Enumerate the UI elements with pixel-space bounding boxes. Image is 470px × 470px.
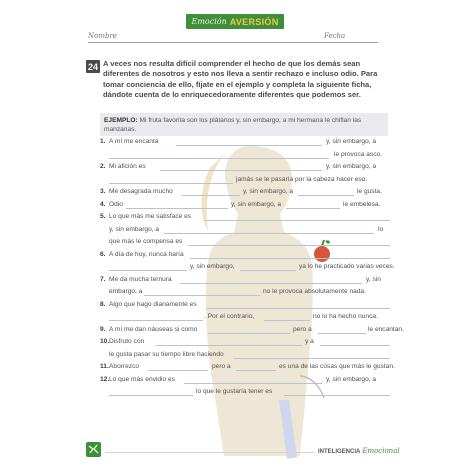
- item-text: y, sin embargo, a: [243, 188, 294, 195]
- item-line: [100, 299, 390, 312]
- item-number: 1.: [100, 138, 106, 145]
- name-line: [88, 42, 378, 43]
- item-line: [100, 249, 390, 262]
- footer-book-label: [318, 447, 400, 455]
- item-line: [100, 386, 390, 399]
- item-line: [100, 236, 390, 249]
- footer-label-em: Emocional: [362, 447, 400, 455]
- item-text: le embelesa.: [343, 200, 381, 208]
- item-line: [100, 211, 390, 224]
- answer-blank[interactable]: [109, 320, 203, 321]
- item-text: y, sin embargo, a: [231, 200, 282, 208]
- item-number: 10.: [100, 338, 110, 345]
- item-text: Me desagrada mucho: [109, 188, 173, 195]
- item-text: jamás se le pasaría por la cabeza hacer eso.: [236, 175, 368, 183]
- item-line: [100, 136, 390, 149]
- exercise-item: [100, 249, 395, 274]
- item-text: Mi afición es: [109, 163, 146, 170]
- footer-logo-icon: [86, 442, 101, 457]
- answer-blank[interactable]: [176, 145, 322, 146]
- item-text: ya lo he practicado varias veces.: [299, 263, 395, 270]
- exercise-item: [100, 361, 395, 374]
- answer-blank[interactable]: [240, 270, 296, 271]
- item-number: 7.: [100, 275, 106, 283]
- item-line: [100, 374, 390, 387]
- item-text: A mí me dan náuseas si como: [109, 325, 198, 333]
- item-line: [100, 224, 390, 237]
- item-text: A día de hoy, nunca haría: [109, 250, 184, 258]
- answer-blank[interactable]: [156, 345, 302, 346]
- answer-blank[interactable]: [204, 220, 390, 221]
- item-text: y a: [305, 338, 314, 345]
- item-number: 12.: [100, 375, 110, 383]
- item-text: y, sin embargo,: [190, 263, 235, 270]
- item-text: no lo ha hecho nunca.: [313, 313, 378, 320]
- answer-blank[interactable]: [109, 270, 187, 271]
- item-line: [100, 149, 390, 162]
- answer-blank[interactable]: [126, 208, 228, 209]
- exercise-instructions: A veces nos resulta difícil comprender el hecho de que los demás sean diferentes de nosotros y esto nos lleva a sentir rechazo e incluso odio. Para tomar conciencia de ello, fíjate en el ejemplo y completa la siguiente ficha, dándote cuenta de lo enriquecedoramente diferentes que podemos ser.: [103, 59, 378, 100]
- item-text: y, sin: [366, 275, 381, 283]
- name-date-field[interactable]: [88, 32, 378, 44]
- item-text: pero a: [212, 363, 231, 370]
- example-sentence: Mi fruta favorita son los plátanos y, sin embargo, a mi hermana le chiflan las manzanas.: [104, 117, 362, 133]
- answer-blank[interactable]: [318, 333, 366, 334]
- item-text: Me da mucha ternura: [109, 275, 172, 283]
- answer-blank[interactable]: [320, 345, 390, 346]
- answer-blank[interactable]: [182, 195, 240, 196]
- banner-label: Emoción: [191, 17, 227, 26]
- exercise-item: [100, 299, 390, 324]
- item-text: Lo que más me satisface es: [109, 213, 192, 220]
- exercise-item: [100, 274, 390, 299]
- item-line: [100, 324, 404, 337]
- item-text: pero a: [293, 325, 312, 333]
- item-text: y, sin embargo, a: [326, 163, 377, 170]
- item-number: 9.: [100, 325, 106, 333]
- item-text: Lo que más envidio es: [109, 375, 175, 383]
- footer-label-main: INTELIGENCIA: [318, 449, 361, 455]
- answer-blank[interactable]: [184, 383, 322, 384]
- answer-blank[interactable]: [264, 320, 310, 321]
- item-number: 6.: [100, 250, 106, 258]
- exercise-item: [100, 374, 390, 399]
- item-line: [100, 261, 395, 274]
- item-number: 8.: [100, 300, 106, 308]
- item-line: [100, 286, 390, 299]
- example-text: [104, 116, 384, 134]
- date-label: Fecha: [324, 32, 346, 40]
- answer-blank[interactable]: [284, 395, 390, 396]
- answer-blank[interactable]: [109, 395, 193, 396]
- exercise-item: [100, 186, 390, 199]
- exercise-items: [100, 136, 404, 399]
- example-box: [100, 113, 388, 136]
- item-text: le provoca asco.: [334, 150, 383, 158]
- item-text: lo: [378, 225, 384, 233]
- item-text: le encantan.: [368, 325, 404, 333]
- answer-blank[interactable]: [190, 258, 390, 259]
- item-number: 3.: [100, 188, 106, 195]
- item-text: no le provoca absolutamente nada.: [263, 288, 367, 295]
- answer-blank[interactable]: [236, 370, 276, 371]
- item-line: [100, 174, 390, 187]
- item-text: y, sin embargo, a: [326, 138, 377, 145]
- exercise-item: [100, 136, 390, 161]
- footer-divider: [105, 452, 315, 453]
- item-text: lo que le gustaría tener es: [196, 388, 273, 395]
- exercise-item: [100, 336, 390, 361]
- item-number: 2.: [100, 163, 106, 170]
- item-number: 5.: [100, 213, 106, 220]
- item-text: . Por el contrario,: [204, 313, 255, 320]
- answer-blank[interactable]: [234, 358, 390, 359]
- item-text: le gusta.: [357, 188, 382, 195]
- item-line: [100, 349, 390, 362]
- item-text: le gusta pasar su tiempo libre haciendo: [109, 350, 224, 358]
- item-text: Algo que hago diariamente es: [109, 300, 197, 308]
- answer-blank[interactable]: [206, 308, 390, 309]
- item-line: [100, 274, 390, 287]
- exercise-item: [100, 161, 390, 186]
- item-line: [100, 336, 390, 349]
- item-text: y, sin embargo, a: [326, 375, 377, 383]
- item-text: es una de las cosas que más le gustan.: [279, 363, 395, 370]
- answer-blank[interactable]: [208, 333, 290, 334]
- answer-blank[interactable]: [109, 158, 329, 159]
- item-text: Odio: [109, 200, 123, 208]
- item-text: embargo, a: [109, 288, 143, 295]
- item-text: A mí me encanta: [109, 138, 159, 145]
- answer-blank[interactable]: [148, 370, 208, 371]
- answer-blank[interactable]: [164, 233, 374, 234]
- exercise-item: [100, 324, 404, 337]
- item-line: [100, 186, 390, 199]
- answer-blank[interactable]: [188, 245, 390, 246]
- name-label: Nombre: [88, 32, 117, 40]
- answer-blank[interactable]: [109, 183, 233, 184]
- exercise-item: [100, 199, 390, 212]
- item-line: [100, 199, 390, 212]
- answer-blank[interactable]: [180, 283, 362, 284]
- example-label: EJEMPLO:: [104, 117, 138, 124]
- exercise-number-badge: 24: [87, 61, 98, 72]
- answer-blank[interactable]: [286, 208, 340, 209]
- item-number: 4.: [100, 200, 106, 208]
- answer-blank[interactable]: [298, 195, 354, 196]
- item-text: Aborrezco: [109, 363, 140, 370]
- item-text: Disfruto con: [109, 338, 145, 345]
- item-line: [100, 311, 390, 324]
- item-line: [100, 361, 395, 374]
- exercise-item: [100, 211, 390, 249]
- answer-blank[interactable]: [144, 295, 260, 296]
- item-text: que más le compensa es: [109, 238, 183, 245]
- emotion-banner: [186, 14, 284, 29]
- answer-blank[interactable]: [160, 170, 322, 171]
- item-number: 11.: [100, 363, 109, 370]
- item-line: [100, 161, 390, 174]
- banner-emotion-word: AVERSIÓN: [229, 16, 279, 27]
- item-text: y, sin embargo, a: [109, 225, 160, 233]
